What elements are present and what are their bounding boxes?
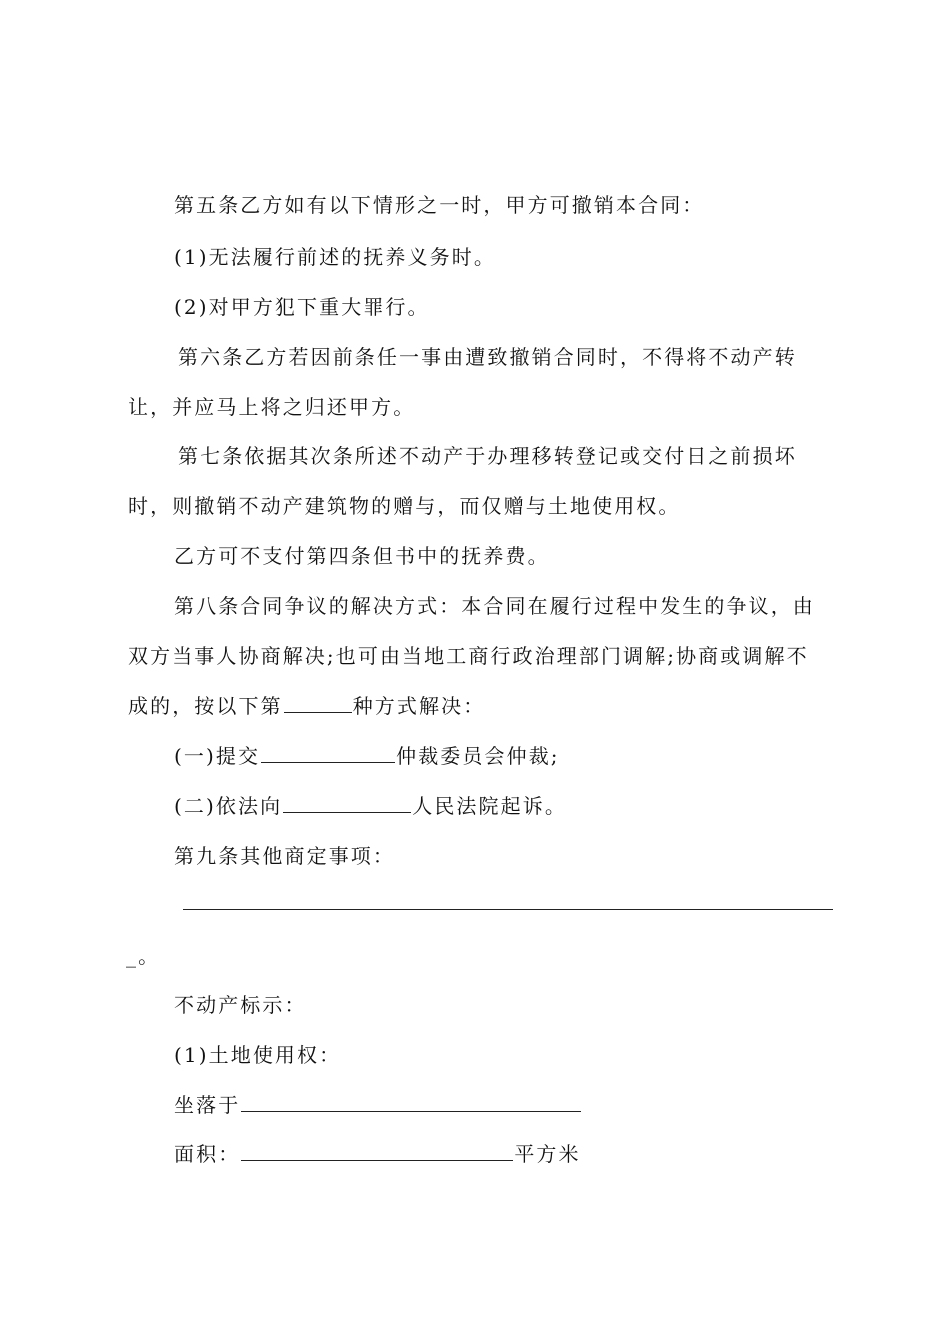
other-matters-end: _。 [126,944,161,968]
article-6-line-1: 第六条乙方若因前条任一事由遭致撤销合同时，不得将不动产转 [178,345,797,369]
area-label: 面积： [174,1142,241,1166]
dispute-option-arbitration [174,744,560,768]
article-5-text: 第五条乙方如有以下情形之一时，甲方可撤销本合同： [174,193,705,217]
article-8-line-2: 双方当事人协商解决;也可由当地工商行政治理部门调解;协商或调解不 [128,644,809,668]
other-matters-blank [183,908,833,910]
article-5-item-1: (1)无法履行前述的抚养义务时。 [174,245,496,269]
dispute-option-court [174,794,567,818]
article-8-line-3-prefix: 成的，按以下第 [128,694,283,718]
article-7-line-1: 第七条依据其次条所述不动产于办理移转登记或交付日之前损坏 [178,444,797,468]
area-blank [241,1142,513,1161]
location-line [174,1093,582,1117]
article-7-note: 乙方可不支付第四条但书中的抚养费。 [174,544,550,568]
method-number-blank [284,694,352,713]
arbitration-suffix: 仲裁委员会仲裁; [396,744,560,768]
court-prefix: (二)依法向 [174,794,283,818]
land-use-right-label: (1)土地使用权： [174,1043,342,1067]
arbitration-prefix: (一)提交 [174,744,261,768]
article-8-line-3-suffix: 种方式解决： [352,694,486,718]
article-8-line-1: 第八条合同争议的解决方式：本合同在履行过程中发生的争议，由 [174,594,815,618]
court-name-blank [283,794,411,813]
location-label: 坐落于 [174,1093,241,1117]
article-9-text: 第九条其他商定事项： [174,844,395,868]
article-5-item-2: (2)对甲方犯下重大罪行。 [174,295,430,319]
court-suffix: 人民法院起诉。 [412,794,567,818]
arbitration-committee-blank [261,744,395,763]
area-unit: 平方米 [514,1142,581,1166]
article-6-line-2: 让，并应马上将之归还甲方。 [128,395,416,419]
article-8-line-3 [128,694,485,718]
location-blank [241,1093,581,1112]
area-line [174,1142,581,1166]
article-7-line-2: 时，则撤销不动产建筑物的赠与，而仅赠与土地使用权。 [128,494,681,518]
property-label: 不动产标示： [174,993,307,1017]
